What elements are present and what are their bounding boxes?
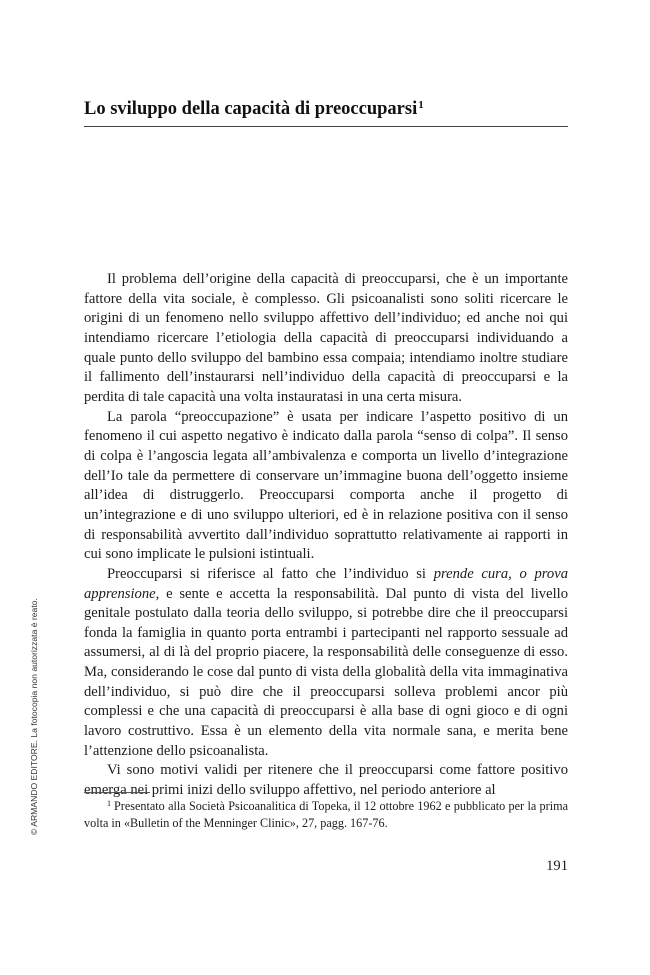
paragraph-4: Vi sono motivi validi per ritenere che il preoccuparsi come fattore positivo emerga nei primi inizi dello sviluppo affettivo, nel periodo anteriore al	[84, 762, 568, 799]
footnote-divider	[84, 792, 150, 793]
paragraph-2: La parola “preoccupazione” è usata per indicare l’aspetto positivo di un fenomeno il cui aspetto negativo è indicato dalla parola “senso di colpa”. Il senso di colpa è l’angoscia legata all’ambivalenza e comporta un livello d’integrazione dell’Io tale da permettere di conservare un’immagine buona dell’oggetto insieme all’idea di distruggerlo. Preoccuparsi comporta anche il progetto di un’integrazione e di uno sviluppo ulteriori, ed è in relazione positiva con il senso di responsabilità avvertito dall’individuo soprattutto relativamente ai rapporti in cui sono implicate le pulsioni istintuali.	[84, 408, 568, 563]
paragraph-3	[84, 565, 568, 762]
chapter-title-text: Lo sviluppo della capacità di preoccuparsi	[84, 99, 418, 119]
footnote-reference: 1	[418, 99, 424, 111]
body-text	[84, 270, 568, 801]
copyright-side-note: © ARMANDO EDITORE. La fotocopia non autorizzata è reato.	[29, 598, 39, 835]
chapter-title-block	[84, 98, 568, 127]
footnote	[84, 798, 568, 832]
paragraph-3-rest: e sente e accetta la responsabilità. Dal punto di vista del livello genitale postulato dalla teoria dello sviluppo, si potrebbe dire che il preoccuparsi fonda la famiglia in quanto porta entrambi i partecipanti nel rapporto sessuale ad assumersi, al di là del proprio piacere, la responsabilità delle conseguenze di esso. Ma, considerando le cose dal punto di vista della globalità della vita immaginativa dell’individuo, si può dire che il preoccuparsi solleva problemi ancor più complessi e che una capacità di preoccuparsi è alla base di ogni gioco e di ogni lavoro costruttivo. Essa è un elemento della vita normale sana, e merita bene l’attenzione dello psicoanalista.	[84, 585, 568, 759]
paragraph-3-emphasis: prende cura, o prova apprensione,	[84, 565, 568, 602]
footnote-marker: 1	[107, 799, 111, 808]
paragraph-1: Il problema dell’origine della capacità di preoccuparsi, che è un importante fattore della vita sociale, è complesso. Gli psicoanalisti sono soliti ricercare le origini di un fenomeno nello sviluppo affettivo dell’individuo; ed anche noi qui intendiamo ricercare l’etiologia della capacità di preoccuparsi individuando a quale punto dello sviluppo del bambino essa compaia; intendiamo inoltre studiare il fallimento dell’instaurarsi nell’individuo della capacità di preoccuparsi e la perdita di tale capacità una volta instauratasi in una certa misura.	[84, 271, 568, 405]
paragraph-3-start: Preoccuparsi si riferisce al fatto che l’individuo si	[107, 565, 434, 582]
page-number: 191	[546, 858, 568, 874]
footnote-text: Presentato alla Società Psicoanalitica di Topeka, il 12 ottobre 1962 e pubblicato per la prima volta in «Bulletin of the Menninger Clinic», 27, pagg. 167-76.	[84, 799, 568, 830]
chapter-title	[84, 98, 568, 120]
